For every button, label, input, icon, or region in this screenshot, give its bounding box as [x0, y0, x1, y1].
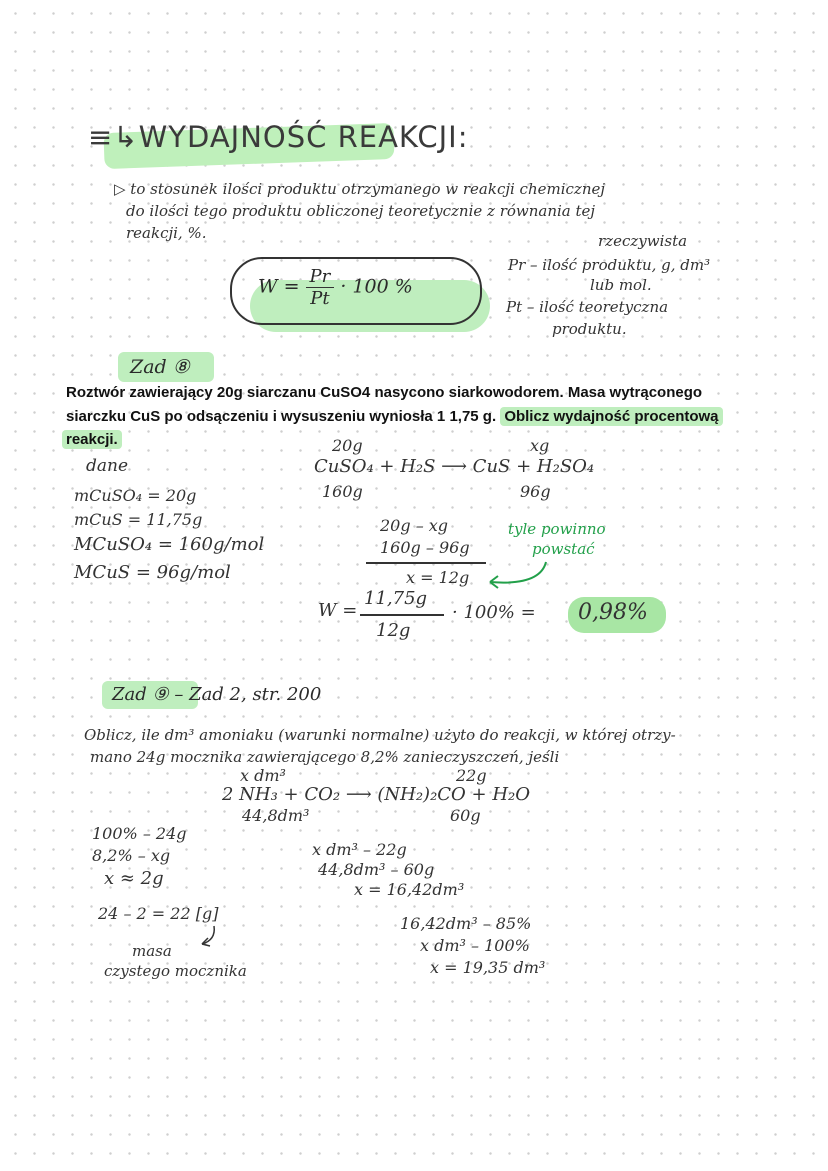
left-calc-line-3: x ≈ 2g [104, 868, 164, 889]
task9-label: Zad ⑨ – Zad 2, str. 200 [112, 684, 322, 705]
task8-label: Zad ⑧ [130, 356, 190, 378]
right-calc-line-3: x = 19,35 dm³ [430, 958, 546, 977]
left-calc-line-2: 8,2% – xg [92, 846, 171, 865]
left-calc-line-4: 24 – 2 = 22 [g] [98, 904, 219, 923]
legend-real: rzeczywista [598, 232, 688, 250]
formula-rhs: · 100 % [340, 275, 413, 298]
task9-text-1: Oblicz, ile dm³ amoniaku (warunki normalne) użyto do reakcji, w której otrzy- [84, 726, 676, 744]
title-text: WYDAJNOŚĆ REAKCJI: [138, 120, 469, 154]
left-calc-line-1: 100% – 24g [92, 824, 187, 843]
left-calc-note-2: czystego mocznika [104, 962, 247, 980]
arrow-icon [480, 558, 552, 594]
definition-line-2: do ilości tego produktu obliczonej teoretycznie z równania tej [126, 202, 596, 220]
definition-line-3: reakcji, %. [126, 224, 207, 242]
note-should-form-1: tyle powinno [508, 520, 606, 538]
proportion8-underline [366, 562, 486, 564]
legend-pr-2: lub mol. [590, 276, 652, 294]
given-line-2: mCuS = 11,75g [74, 510, 203, 529]
right-calc-line-2: x dm³ – 100% [420, 936, 530, 955]
task8-text-3 [62, 431, 122, 448]
reaction9-above-right: 22g [456, 766, 487, 785]
reaction9-below-right: 60g [450, 806, 481, 825]
page-title [88, 120, 468, 154]
reaction8-bottom-left: 160g [322, 482, 363, 501]
mid-calc-line-2: 44,8dm³ – 60g [318, 860, 435, 879]
task8-text-2-plain: siarczku CuS po odsączeniu i wysuszeniu wyniosła 1 1,75 g. [66, 408, 497, 425]
yield-denominator: 12g [376, 620, 411, 641]
reaction8-top-left: 20g [332, 436, 363, 455]
legend-pt: Pt – ilość teoretyczna [506, 298, 669, 316]
proportion8-result: x = 12g [406, 568, 470, 587]
curved-arrow-icon [196, 924, 220, 948]
task8-text-2 [66, 408, 723, 425]
proportion8-line-1: 20g – xg [380, 516, 449, 535]
reaction9-above-left: x dm³ [240, 766, 286, 785]
mid-calc-line-3: x = 16,42dm³ [354, 880, 465, 899]
formula [258, 266, 413, 309]
reaction8-equation: CuSO₄ + H₂S ⟶ CuS + H₂SO₄ [314, 456, 595, 477]
given-line-4: MCuS = 96g/mol [74, 562, 231, 583]
task9-text-2: mano 24g mocznika zawierającego 8,2% zanieczyszczeń, jeśli [90, 748, 560, 766]
reaction9-below-left: 44,8dm³ [242, 806, 310, 825]
formula-denominator: Pt [310, 288, 330, 309]
given-line-3: MCuSO₄ = 160g/mol [74, 534, 265, 555]
note-should-form-2: powstać [532, 540, 595, 558]
task8-text-1: Roztwór zawierający 20g siarczanu CuSO4 nasycono siarkowodorem. Masa wytrąconego [66, 384, 703, 401]
given-title: dane [86, 456, 129, 476]
formula-fraction [306, 266, 335, 309]
task8-text-2-highlight: Oblicz wydajność procentową [500, 407, 722, 426]
title-prefix: ≡↳ [88, 120, 139, 154]
task8-text-3-highlight: reakcji. [62, 430, 122, 449]
yield-numerator: 11,75g [364, 588, 428, 609]
proportion8-line-2: 160g – 96g [380, 538, 470, 557]
legend-pr: Pr – ilość produktu, g, dm³ [508, 256, 711, 274]
left-calc-note-1: masa [132, 942, 172, 960]
right-calc-line-1: 16,42dm³ – 85% [400, 914, 532, 933]
definition-line-1: ▷ to stosunek ilości produktu otrzymanego w reakcji chemicznej [114, 180, 606, 198]
formula-lhs: W = [258, 275, 300, 298]
reaction9-equation: 2 NH₃ + CO₂ ⟶ (NH₂)₂CO + H₂O [222, 784, 531, 805]
mid-calc-line-1: x dm³ – 22g [312, 840, 407, 859]
yield-lhs: W = [318, 600, 358, 621]
given-line-1: mCuSO₄ = 20g [74, 486, 197, 505]
formula-numerator: Pr [306, 266, 335, 288]
reaction8-bottom-right: 96g [520, 482, 551, 501]
legend-pt-2: produktu. [552, 320, 627, 338]
reaction8-top-right: xg [530, 436, 550, 455]
yield-fraction-bar [360, 614, 444, 616]
yield-times: · 100% = [452, 602, 536, 623]
yield-result: 0,98% [578, 600, 648, 625]
